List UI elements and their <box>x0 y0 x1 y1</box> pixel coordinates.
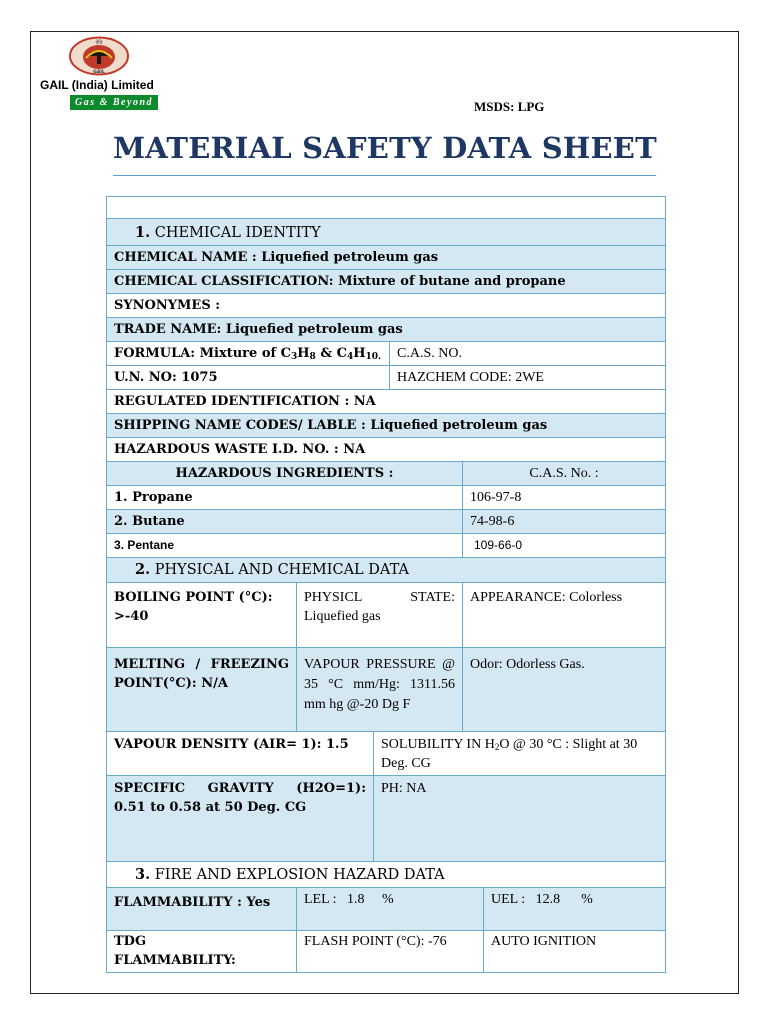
formula <box>107 342 390 366</box>
vapour-pressure: VAPOUR PRESSURE @ 35 °C mm/Hg: 1311.56 mm hg @-20 Dg F <box>297 648 463 732</box>
row-specific-gravity <box>107 776 666 862</box>
ingredient-cas: 74-98-6 <box>463 510 666 534</box>
ingredients-header: HAZARDOUS INGREDIENTS : <box>107 462 463 486</box>
ingredient-cas: 109-66-0 <box>463 534 666 558</box>
section-number: 2. <box>135 561 151 578</box>
row-boiling <box>107 583 666 648</box>
section-title: PHYSICAL AND CHEMICAL DATA <box>154 562 409 578</box>
uel: UEL : 12.8 % <box>484 888 666 931</box>
solubility-prefix: SOLUBILITY IN H <box>381 737 495 752</box>
ph: PH: NA <box>374 776 666 862</box>
ingredient-cas: 106-97-8 <box>463 486 666 510</box>
ingredient-name: 1. Propane <box>107 486 463 510</box>
formula-sub-3: 4 <box>346 352 354 362</box>
logo-text-top: ऐति <box>95 40 103 46</box>
document-title: MATERIAL SAFETY DATA SHEET <box>113 131 657 165</box>
section-title: CHEMICAL IDENTITY <box>154 225 321 241</box>
physical-state: PHYSICL STATE: Liquefied gas <box>297 583 463 648</box>
regulated-identification: REGULATED IDENTIFICATION : NA <box>107 390 666 414</box>
formula-sub-4: 10. <box>365 352 382 362</box>
lel: LEL : 1.8 % <box>297 888 484 931</box>
section-2-header <box>107 558 666 583</box>
un-no: U.N. NO: 1075 <box>107 366 390 390</box>
auto-ignition: AUTO IGNITION <box>484 931 666 973</box>
section-title: FIRE AND EXPLOSION HAZARD DATA <box>154 867 445 883</box>
row-waste-id <box>107 438 666 462</box>
odor: Odor: Odorless Gas. <box>463 648 666 732</box>
ingredient-row <box>107 510 666 534</box>
melting-point: MELTING / FREEZING POINT(°C): N/A <box>107 648 297 732</box>
specific-gravity: SPECIFIC GRAVITY (H2O=1): 0.51 to 0.58 at 50 Deg. CG <box>107 776 374 862</box>
formula-sub-1: 3 <box>290 352 298 362</box>
formula-h-1: H <box>297 346 310 361</box>
solubility <box>374 732 666 776</box>
formula-mid: & C <box>315 346 347 361</box>
formula-h-2: H <box>353 346 366 361</box>
table-blank-row <box>107 197 666 219</box>
section-number: 1. <box>135 224 151 241</box>
row-flammability <box>107 888 666 931</box>
logo-text-bottom: GAIL <box>93 70 105 75</box>
flash-point: FLASH POINT (°C): -76 <box>297 931 484 973</box>
hazardous-waste-id: HAZARDOUS WASTE I.D. NO. : NA <box>107 438 666 462</box>
flammability: FLAMMABILITY : Yes <box>107 888 297 931</box>
row-synonyms <box>107 294 666 318</box>
row-melting <box>107 648 666 732</box>
formula-prefix: FORMULA: Mixture of C <box>114 346 291 361</box>
appearance: APPEARANCE: Colorless <box>463 583 666 648</box>
row-un-no <box>107 366 666 390</box>
trade-name: TRADE NAME: Liquefied petroleum gas <box>107 318 666 342</box>
row-vapour-density <box>107 732 666 776</box>
section-3-header <box>107 862 666 888</box>
ingredient-row <box>107 486 666 510</box>
row-trade-name <box>107 318 666 342</box>
solubility-sub: 2 <box>494 742 500 752</box>
chemical-name: CHEMICAL NAME : Liquefied petroleum gas <box>107 246 666 270</box>
row-shipping <box>107 414 666 438</box>
synonyms: SYNONYMES : <box>107 294 666 318</box>
row-chemical-name <box>107 246 666 270</box>
ingredient-name: 3. Pentane <box>107 534 463 558</box>
tagline: Gas & Beyond <box>70 95 158 110</box>
row-ingredients-header <box>107 462 666 486</box>
formula-sub-2: 8 <box>309 352 316 362</box>
cas-no: C.A.S. NO. <box>390 342 666 366</box>
msds-table <box>106 196 666 973</box>
chemical-classification: CHEMICAL CLASSIFICATION: Mixture of butane and propane <box>107 270 666 294</box>
row-formula <box>107 342 666 366</box>
ingredient-row <box>107 534 666 558</box>
hazchem-code: HAZCHEM CODE: 2WE <box>390 366 666 390</box>
section-1-header <box>107 219 666 246</box>
company-name: GAIL (India) Limited <box>40 78 154 92</box>
row-regulated-id <box>107 390 666 414</box>
title-rule <box>113 175 656 176</box>
row-tdg <box>107 931 666 973</box>
tdg-flammability: TDG FLAMMABILITY: <box>107 931 297 973</box>
msds-label: MSDS: LPG <box>474 99 545 114</box>
ingredients-cas-header: C.A.S. No. : <box>463 462 666 486</box>
row-classification <box>107 270 666 294</box>
shipping-name-codes: SHIPPING NAME CODES/ LABLE : Liquefied petroleum gas <box>107 414 666 438</box>
solubility-suffix: O @ 30 °C : Slight at 30 Deg. CG <box>381 737 638 771</box>
boiling-point: BOILING POINT (°C): >-40 <box>107 583 297 648</box>
ingredient-name: 2. Butane <box>107 510 463 534</box>
section-number: 3. <box>135 866 151 883</box>
vapour-density: VAPOUR DENSITY (AIR= 1): 1.5 <box>107 732 374 776</box>
gail-logo <box>68 36 130 76</box>
